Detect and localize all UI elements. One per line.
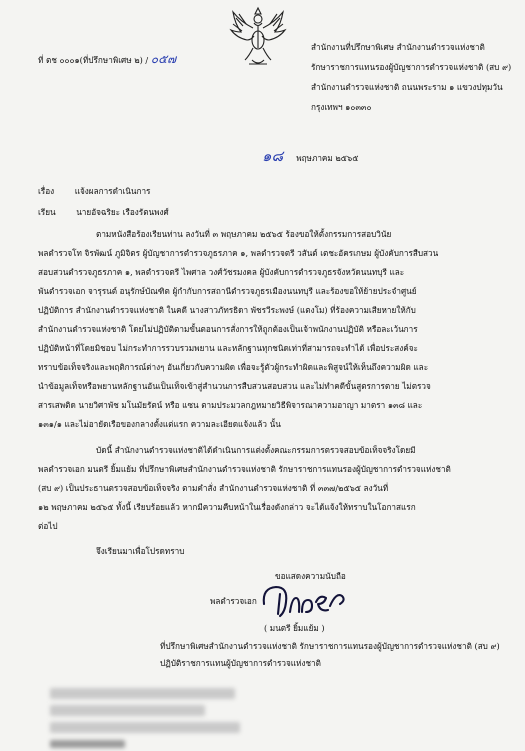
office-address-line: รักษาราชการแทนรองผู้บัญชาการตำรวจแห่งชาติ (สบ ๙) (311, 62, 512, 72)
paragraph-1-line: สารเสพติด นายวิศาพัช มโนมัยรัตน์ หรือ แซน ตามประมวลกฎหมายวิธีพิจารณาความอาญา มาตรา ๑๓๘ และ (38, 400, 423, 410)
reference-handwritten: ๐๕๗ (150, 52, 177, 66)
paragraph-1-line: ๑๓๑/๑ และไม่อายัดเรือของกลางตั้งแต่แรก ความละเอียดแจ้งแล้ว นั้น (38, 419, 281, 429)
closing-request: จึงเรียนมาเพื่อโปรดทราบ (96, 546, 185, 556)
redacted-footer-line (50, 722, 240, 733)
subject-label: เรื่อง (38, 186, 55, 196)
paragraph-1-line: สำนักงานตำรวจแห่งชาติ โดยไม่ปฏิบัติตามขั้นตอนการสั่งการให้ถูกต้องเป็นเจ้าพนักงานปฏิบัติ หรือละเว้นการ (38, 324, 418, 334)
redacted-footer-line (50, 688, 235, 699)
recipient-text: นายอัจฉริยะ เรืองรัตนพงศ์ (76, 207, 169, 217)
paragraph-1-line: ปฏิบัติการ สำนักงานตำรวจแห่งชาติ ในคดี นางสาวภัทรธิดา พัชรวีระพงษ์ (แตงโม) ที่ร้องความเสียหายให้กับ (38, 305, 416, 315)
paragraph-2-line: บัดนี้ สำนักงานตำรวจแห่งชาติได้ดำเนินการแต่งตั้งคณะกรรมการตรวจสอบข้อเท็จจริงโดยมี (96, 445, 416, 455)
garuda-emblem-icon (227, 4, 289, 72)
paragraph-2-line: พลตำรวจเอก มนตรี ยิ้มแย้ม ที่ปรึกษาพิเศษสำนักงานตำรวจแห่งชาติ รักษาราชการแทนรองผู้บัญชาการตำรวจแห่งชาติ (38, 464, 451, 474)
office-address-line: กรุงเทพฯ ๑๐๓๓๐ (311, 102, 372, 112)
paragraph-1-line: นำข้อมูลเท็จหรือพยานหลักฐานอันเป็นเท็จเข้าสู่สำนวนการสืบสวนสอบสวน และไม่ทำคดีขั้นสูตรการตาย ไม่ตรวจ (38, 381, 431, 391)
date-printed: พฤษภาคม ๒๕๖๕ (296, 153, 359, 163)
paragraph-1-line: ทราบข้อเท็จจริงและพฤติการณ์ต่างๆ อันเกี่ยวกับความผิด เพื่อจะรู้ตัวผู้กระทำผิดและพิสูจน์ให้เห็นถึงความผิด และ (38, 362, 429, 372)
signer-position-line: ที่ปรึกษาพิเศษสำนักงานตำรวจแห่งชาติ รักษาราชการแทนรองผู้บัญชาการตำรวจแห่งชาติ (สบ ๙) (160, 641, 500, 651)
recipient-line (38, 207, 169, 218)
signer-position-line: ปฏิบัติราชการแทนผู้บัญชาการตำรวจแห่งชาติ (160, 658, 321, 668)
paragraph-1-line: ปฏิบัติหน้าที่โดยมิชอบ ไม่กระทำการรวบรวมพยาน และหลักฐานทุกชนิดเท่าที่สามารถจะทำได้ เพื่อประสงค์จะ (38, 343, 418, 353)
signer-rank: พลตำรวจเอก (210, 596, 257, 606)
reference-number: ที่ ตช ๐๐๐๑(ที่ปรึกษาพิเศษ ๒) / ๐๕๗ (38, 52, 177, 66)
paragraph-1-line: ตามหนังสือร้องเรียนท่าน ลงวันที่ ๓ พฤษภาคม ๒๕๖๕ ร้องขอให้ตั้งกรรมการสอบวินัย (96, 229, 392, 239)
date-handwritten: ๑๘ (262, 147, 284, 165)
paragraph-1-line: พันตำรวจเอก จารุรนต์ อนุรักษ์บัณฑิต ผู้กำกับการสถานีตำรวจภูธรเมืองนนทบุรี และร้องขอให้ย้ายประจำศูนย์ (38, 286, 417, 296)
paragraph-2-line: ๑๒ พฤษภาคม ๒๕๖๕ ทั้งนี้ เรียบร้อยแล้ว หากมีความคืบหน้าในเรื่องดังกล่าว จะได้แจ้งให้ทราบในโอกาสแรก (38, 502, 416, 512)
paragraph-2-line: ต่อไป (38, 521, 58, 531)
redacted-footer-line (50, 740, 125, 748)
redacted-footer-line (50, 705, 205, 716)
salutation: ขอแสดงความนับถือ (275, 571, 346, 581)
handwritten-signature-icon (258, 582, 358, 622)
subject-text: แจ้งผลการดำเนินการ (74, 186, 151, 196)
paragraph-2-line: (สบ ๙) เป็นประธานตรวจสอบข้อเท็จจริง ตามคำสั่ง สำนักงานตำรวจแห่งชาติ ที่ ๓๓๗/๒๕๖๕ ลงวันที่ (38, 483, 389, 493)
paragraph-1-line: สอบสวนตำรวจภูธรภาค ๑, พลตำรวจตรี ไพศาล วงศ์วัชรมงคล ผู้บังคับการตำรวจภูธรจังหวัดนนทบุรี และ (38, 267, 405, 277)
subject-line (38, 186, 150, 197)
paragraph-1-line: พลตำรวจโท จิรพัฒน์ ภูมิจิตร ผู้บัญชาการตำรวจภูธรภาค ๑, พลตำรวจตรี วสันต์ เตชะอัครเกษม ผู้บังคับการสืบสวน (38, 248, 439, 258)
letter-date (262, 144, 358, 168)
recipient-label: เรียน (38, 207, 56, 217)
office-address-line: สำนักงานตำรวจแห่งชาติ ถนนพระราม ๑ แขวงปทุมวัน (311, 82, 503, 92)
office-address-line: สำนักงานที่ปรึกษาพิเศษ สำนักงานตำรวจแห่งชาติ (311, 42, 485, 52)
signer-name: ( มนตรี ยิ้มแย้ม ) (264, 623, 325, 633)
